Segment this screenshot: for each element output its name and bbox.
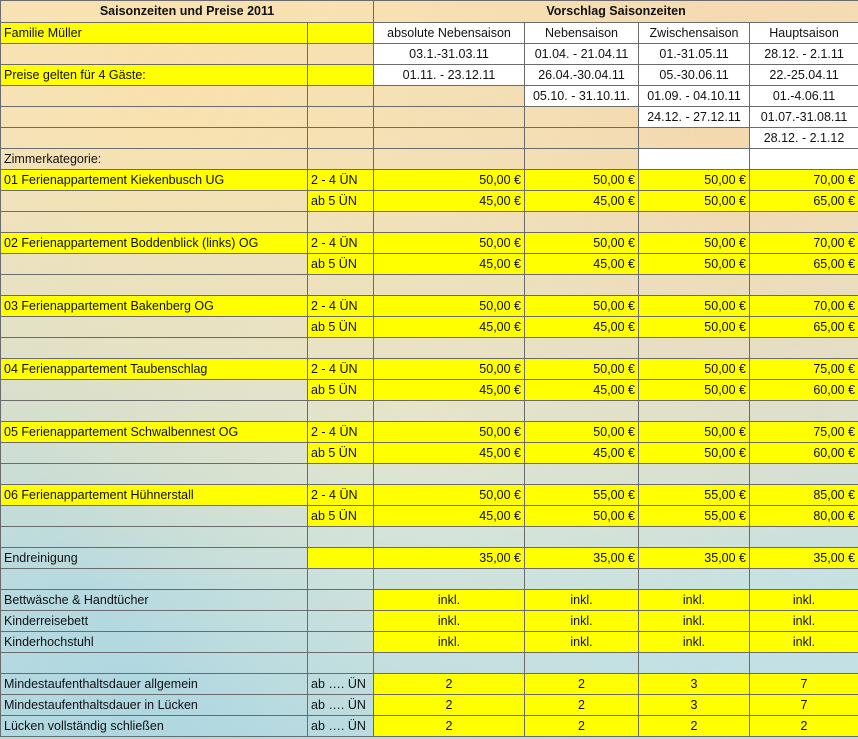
table-row (1, 632, 858, 653)
price-cell: 65,00 € (750, 254, 858, 275)
season-date: 01.07.-31.08.11 (750, 107, 858, 128)
cleaning-price: 35,00 € (374, 548, 525, 569)
table-row (1, 653, 858, 674)
table-row (1, 611, 858, 632)
empty-cell (1, 569, 308, 590)
season-date: 28.12. - 2.1.11 (750, 44, 858, 65)
price-cell: 50,00 € (374, 233, 525, 254)
price-cell: 45,00 € (374, 317, 525, 338)
empty-cell (374, 653, 525, 674)
empty-cell (1, 44, 308, 65)
empty-cell (1, 275, 308, 296)
price-cell: 50,00 € (639, 359, 750, 380)
season-date: 01.11. - 23.12.11 (374, 65, 525, 86)
empty-cell (308, 107, 374, 128)
empty-cell (639, 128, 750, 149)
price-cell: 50,00 € (639, 170, 750, 191)
min-stay-value: 7 (750, 674, 858, 695)
season-date: 01.04. - 21.04.11 (525, 44, 639, 65)
min-stay-unit: ab …. ÜN (308, 695, 374, 716)
cleaning-price: 35,00 € (525, 548, 639, 569)
min-stay-label: Mindestaufenthaltsdauer in Lücken (1, 695, 308, 716)
price-cell: 50,00 € (374, 422, 525, 443)
empty-cell (525, 401, 639, 422)
min-stay-value: 2 (374, 695, 525, 716)
empty-cell (1, 380, 308, 401)
empty-cell (308, 590, 374, 611)
min-stay-value: 3 (639, 674, 750, 695)
table-row (1, 149, 858, 170)
extra-value: inkl. (639, 590, 750, 611)
empty-cell (1, 86, 308, 107)
empty-cell (1, 506, 308, 527)
price-cell: 50,00 € (374, 485, 525, 506)
empty-cell (750, 338, 858, 359)
table-row (1, 380, 858, 401)
season-name: Hauptsaison (750, 23, 858, 44)
table-row (1, 254, 858, 275)
extra-value: inkl. (374, 590, 525, 611)
price-cell: 55,00 € (639, 485, 750, 506)
empty-cell (1, 464, 308, 485)
table-row (1, 65, 858, 86)
empty-cell (525, 338, 639, 359)
price-cell: 60,00 € (750, 443, 858, 464)
price-cell: 50,00 € (374, 296, 525, 317)
empty-cell (639, 569, 750, 590)
min-stay-label: Lücken vollständig schließen (1, 716, 308, 737)
price-cell: 50,00 € (525, 296, 639, 317)
price-cell: 75,00 € (750, 422, 858, 443)
table-row (1, 170, 858, 191)
empty-cell (1, 212, 308, 233)
price-cell: 50,00 € (639, 191, 750, 212)
empty-cell (1, 128, 308, 149)
stay-length: 2 - 4 ÜN (308, 170, 374, 191)
table-title-right: Vorschlag Saisonzeiten (374, 1, 858, 23)
empty-cell (1, 254, 308, 275)
empty-cell (1, 443, 308, 464)
empty-cell (308, 44, 374, 65)
extra-value: inkl. (525, 632, 639, 653)
price-cell: 60,00 € (750, 380, 858, 401)
empty-cell (374, 569, 525, 590)
cleaning-price: 35,00 € (750, 548, 858, 569)
min-stay-value: 7 (750, 695, 858, 716)
table-row (1, 485, 858, 506)
empty-cell (750, 275, 858, 296)
price-cell: 50,00 € (639, 254, 750, 275)
table-row (1, 422, 858, 443)
stay-length: ab 5 ÜN (308, 191, 374, 212)
table-row (1, 464, 858, 485)
table-row (1, 86, 858, 107)
empty-cell (308, 548, 374, 569)
season-name: absolute Nebensaison (374, 23, 525, 44)
table-row (1, 191, 858, 212)
empty-cell (374, 128, 525, 149)
price-cell: 45,00 € (374, 380, 525, 401)
empty-cell (525, 464, 639, 485)
price-cell: 70,00 € (750, 296, 858, 317)
table-row (1, 212, 858, 233)
season-name: Nebensaison (525, 23, 639, 44)
empty-cell (374, 338, 525, 359)
season-date: 05.10. - 31.10.11. (525, 86, 639, 107)
stay-length: ab 5 ÜN (308, 317, 374, 338)
min-stay-value: 2 (525, 695, 639, 716)
empty-cell (639, 275, 750, 296)
apartment-name: 01 Ferienappartement Kiekenbusch UG (1, 170, 308, 191)
empty-cell (1, 107, 308, 128)
table-row (1, 107, 858, 128)
empty-cell (308, 128, 374, 149)
min-stay-value: 2 (525, 674, 639, 695)
empty-cell (308, 65, 374, 86)
empty-cell (308, 275, 374, 296)
extra-value: inkl. (750, 632, 858, 653)
table-row (1, 296, 858, 317)
table-row (1, 44, 858, 65)
empty-cell (308, 653, 374, 674)
stay-length: ab 5 ÜN (308, 254, 374, 275)
extra-value: inkl. (525, 590, 639, 611)
price-cell: 75,00 € (750, 359, 858, 380)
stay-length: ab 5 ÜN (308, 506, 374, 527)
price-cell: 50,00 € (525, 506, 639, 527)
table-row (1, 317, 858, 338)
price-cell: 50,00 € (374, 359, 525, 380)
empty-cell (750, 653, 858, 674)
empty-cell (1, 338, 308, 359)
empty-cell (750, 527, 858, 548)
season-date: 24.12. - 27.12.11 (639, 107, 750, 128)
min-stay-unit: ab …. ÜN (308, 674, 374, 695)
price-cell: 45,00 € (525, 443, 639, 464)
cleaning-price: 35,00 € (639, 548, 750, 569)
empty-cell (308, 212, 374, 233)
table-row (1, 716, 858, 737)
stay-length: 2 - 4 ÜN (308, 296, 374, 317)
empty-cell (308, 632, 374, 653)
extra-value: inkl. (750, 611, 858, 632)
price-cell: 50,00 € (639, 233, 750, 254)
empty-cell (525, 149, 639, 170)
empty-cell (308, 611, 374, 632)
extra-value: inkl. (374, 611, 525, 632)
apartment-name: 06 Ferienappartement Hühnerstall (1, 485, 308, 506)
price-cell: 50,00 € (639, 443, 750, 464)
season-date: 01.-4.06.11 (750, 86, 858, 107)
table-row (1, 527, 858, 548)
empty-cell (374, 86, 525, 107)
empty-cell (639, 401, 750, 422)
empty-cell (308, 149, 374, 170)
table-row (1, 359, 858, 380)
price-cell: 45,00 € (374, 254, 525, 275)
empty-cell (374, 149, 525, 170)
season-date: 01.-31.05.11 (639, 44, 750, 65)
price-cell: 50,00 € (639, 296, 750, 317)
stay-length: 2 - 4 ÜN (308, 359, 374, 380)
price-cell: 50,00 € (525, 359, 639, 380)
empty-cell (639, 149, 750, 170)
empty-cell (374, 212, 525, 233)
empty-cell (374, 107, 525, 128)
empty-cell (525, 527, 639, 548)
price-cell: 50,00 € (374, 170, 525, 191)
extra-value: inkl. (374, 632, 525, 653)
empty-cell (308, 338, 374, 359)
season-date: 28.12. - 2.1.12 (750, 128, 858, 149)
table-row (1, 1, 858, 23)
empty-cell (525, 653, 639, 674)
price-cell: 45,00 € (525, 191, 639, 212)
price-cell: 55,00 € (525, 485, 639, 506)
empty-cell (525, 569, 639, 590)
empty-cell (1, 317, 308, 338)
stay-length: ab 5 ÜN (308, 380, 374, 401)
min-stay-value: 3 (639, 695, 750, 716)
min-stay-value: 2 (750, 716, 858, 737)
table-row (1, 695, 858, 716)
apartment-name: 03 Ferienappartement Bakenberg OG (1, 296, 308, 317)
price-cell: 45,00 € (525, 317, 639, 338)
empty-cell (308, 527, 374, 548)
extra-value: inkl. (639, 611, 750, 632)
empty-cell (308, 464, 374, 485)
empty-cell (374, 464, 525, 485)
table-title-left: Saisonzeiten und Preise 2011 (1, 1, 374, 23)
price-cell: 45,00 € (374, 443, 525, 464)
min-stay-value: 2 (374, 716, 525, 737)
empty-cell (374, 527, 525, 548)
price-cell: 85,00 € (750, 485, 858, 506)
min-stay-value: 2 (525, 716, 639, 737)
price-cell: 70,00 € (750, 233, 858, 254)
stay-length: 2 - 4 ÜN (308, 422, 374, 443)
empty-cell (639, 338, 750, 359)
season-date: 03.1.-31.03.11 (374, 44, 525, 65)
price-cell: 50,00 € (639, 380, 750, 401)
extra-label: Kinderreisebett (1, 611, 308, 632)
price-cell: 50,00 € (525, 233, 639, 254)
empty-cell (1, 653, 308, 674)
season-date: 22.-25.04.11 (750, 65, 858, 86)
cleaning-label: Endreinigung (1, 548, 308, 569)
price-cell: 65,00 € (750, 317, 858, 338)
price-cell: 50,00 € (639, 422, 750, 443)
empty-cell (374, 401, 525, 422)
price-cell: 45,00 € (374, 506, 525, 527)
stay-length: 2 - 4 ÜN (308, 485, 374, 506)
season-name: Zwischensaison (639, 23, 750, 44)
extra-label: Bettwäsche & Handtücher (1, 590, 308, 611)
price-cell: 45,00 € (525, 254, 639, 275)
extra-value: inkl. (525, 611, 639, 632)
guests-note: Preise gelten für 4 Gäste: (1, 65, 308, 86)
table-row (1, 401, 858, 422)
empty-cell (639, 527, 750, 548)
empty-cell (639, 464, 750, 485)
extra-label: Kinderhochstuhl (1, 632, 308, 653)
extra-value: inkl. (639, 632, 750, 653)
empty-cell (639, 212, 750, 233)
empty-cell (639, 653, 750, 674)
table-row (1, 128, 858, 149)
empty-cell (750, 464, 858, 485)
min-stay-unit: ab …. ÜN (308, 716, 374, 737)
min-stay-label: Mindestaufenthaltsdauer allgemein (1, 674, 308, 695)
empty-cell (308, 23, 374, 44)
price-cell: 80,00 € (750, 506, 858, 527)
apartment-name: 05 Ferienappartement Schwalbennest OG (1, 422, 308, 443)
price-cell: 50,00 € (639, 317, 750, 338)
season-date: 01.09. - 04.10.11 (639, 86, 750, 107)
stay-length: 2 - 4 ÜN (308, 233, 374, 254)
empty-cell (750, 401, 858, 422)
price-cell: 50,00 € (525, 170, 639, 191)
empty-cell (750, 212, 858, 233)
empty-cell (750, 149, 858, 170)
table-row (1, 233, 858, 254)
empty-cell (525, 128, 639, 149)
table-row (1, 674, 858, 695)
table-row (1, 23, 858, 44)
empty-cell (525, 275, 639, 296)
empty-cell (525, 107, 639, 128)
table-row (1, 338, 858, 359)
category-label: Zimmerkategorie: (1, 149, 308, 170)
table-row (1, 443, 858, 464)
price-cell: 45,00 € (525, 380, 639, 401)
price-cell: 45,00 € (374, 191, 525, 212)
price-cell: 50,00 € (525, 422, 639, 443)
season-date: 26.04.-30.04.11 (525, 65, 639, 86)
table-row (1, 275, 858, 296)
family-name: Familie Müller (1, 23, 308, 44)
empty-cell (1, 191, 308, 212)
stay-length: ab 5 ÜN (308, 443, 374, 464)
apartment-name: 04 Ferienappartement Taubenschlag (1, 359, 308, 380)
table-row (1, 590, 858, 611)
price-cell: 70,00 € (750, 170, 858, 191)
empty-cell (525, 212, 639, 233)
table-row (1, 506, 858, 527)
empty-cell (374, 275, 525, 296)
price-cell: 65,00 € (750, 191, 858, 212)
min-stay-value: 2 (639, 716, 750, 737)
extra-value: inkl. (750, 590, 858, 611)
empty-cell (1, 401, 308, 422)
season-date: 05.-30.06.11 (639, 65, 750, 86)
empty-cell (1, 527, 308, 548)
table-row (1, 569, 858, 590)
apartment-name: 02 Ferienappartement Boddenblick (links) OG (1, 233, 308, 254)
empty-cell (308, 569, 374, 590)
empty-cell (750, 569, 858, 590)
empty-cell (308, 86, 374, 107)
min-stay-value: 2 (374, 674, 525, 695)
price-cell: 55,00 € (639, 506, 750, 527)
table-row (1, 548, 858, 569)
empty-cell (308, 401, 374, 422)
